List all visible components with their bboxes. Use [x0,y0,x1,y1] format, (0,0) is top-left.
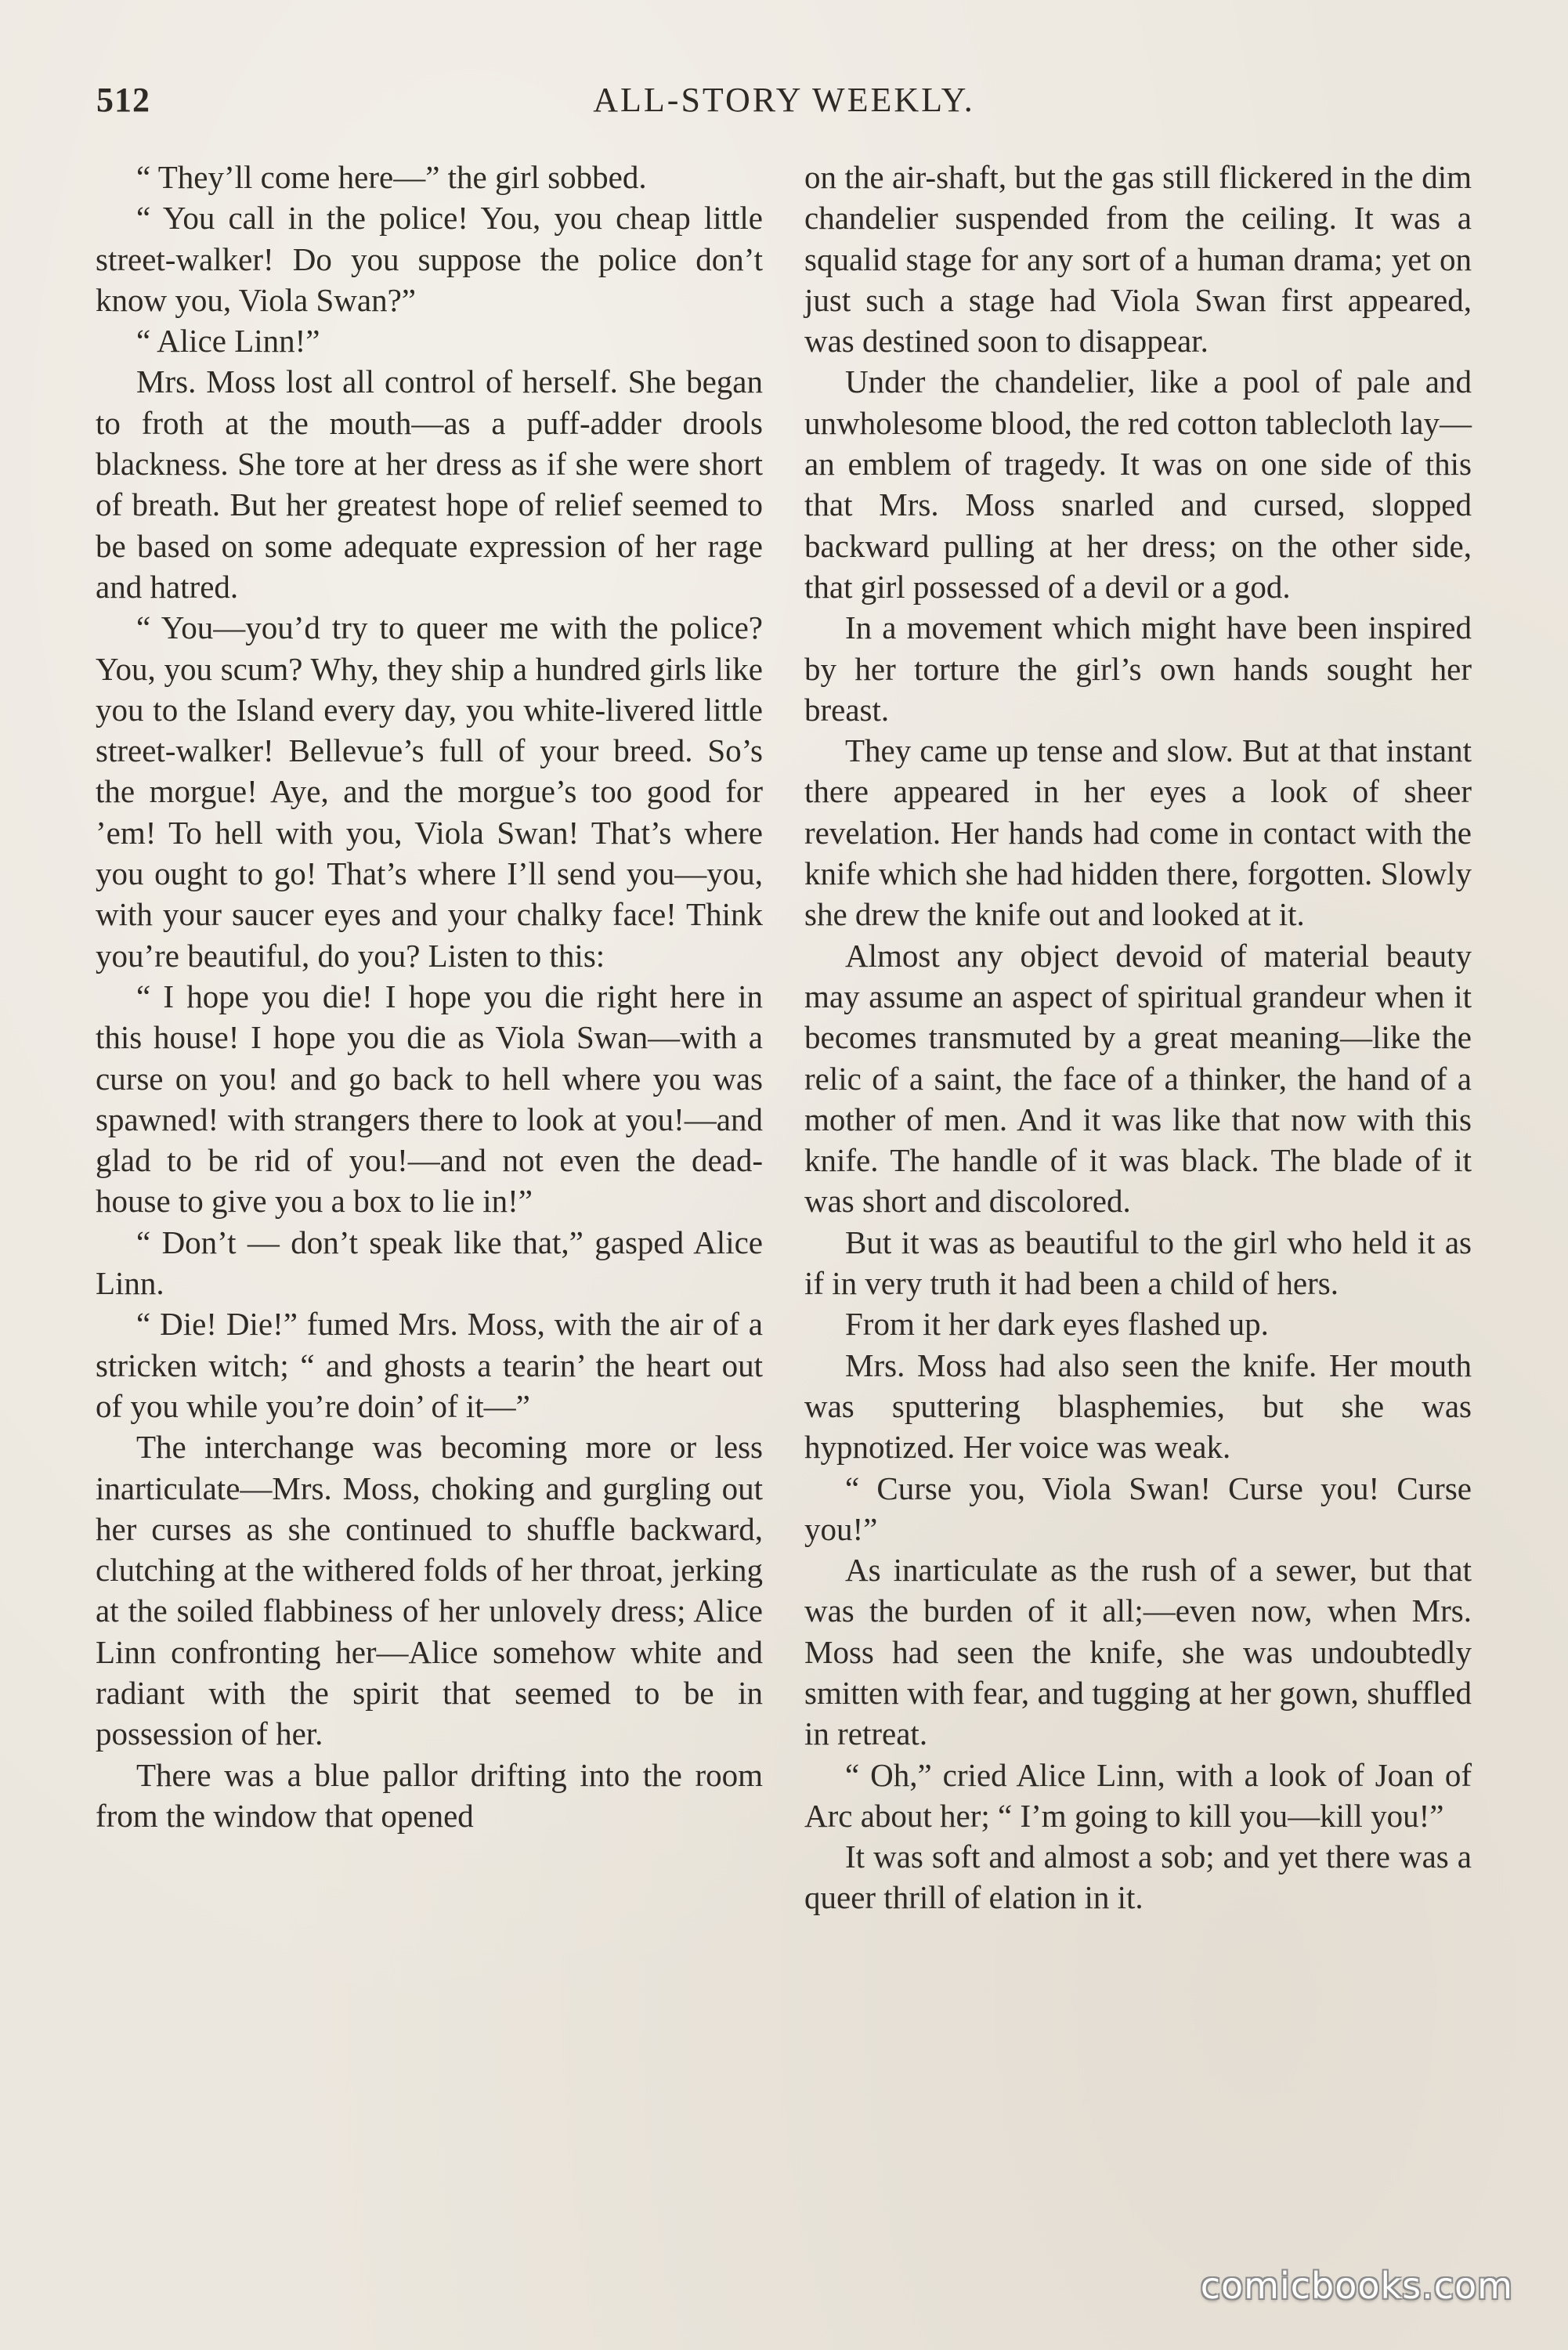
paragraph: In a movement which might have been inspired by her torture the girl’s own hands sought her breast. [804,609,1472,728]
paragraph: Mrs. Moss lost all control of herself. She began to froth at the mouth—as a puff-adder drools blackness. She tore at her dress as if she were short of breath. But her greatest hope of relief seemed to be based on some adequate expression of her rage and hatred. [96,363,763,605]
page-number: 512 [96,81,150,119]
paragraph: Mrs. Moss had also seen the knife. Her mouth was sputtering blasphemies, but she was hypnotized. Her voice was weak. [804,1347,1472,1466]
paragraph: “ Die! Die!” fumed Mrs. Moss, with the air of a stricken witch; “ and ghosts a tearin’ the heart out of you while you’re doin’ of it—” [96,1306,763,1424]
paragraph: The interchange was becoming more or less inarticulate—Mrs. Moss, choking and gurgling out her curses as she continued to shuffle backward, clutching at the withered folds of her throat, jerking at the soiled flabbiness of her unlovely dress; Alice Linn confronting her—Alice somehow white and radiant with the spirit that seemed to be in possession of her. [96,1429,763,1752]
paragraph: “ Don’t — don’t speak like that,” gasped Alice Linn. [96,1224,763,1302]
paragraph: There was a blue pallor drifting into the room from the window that opened [96,1756,763,1834]
paragraph: “ You—you’d try to queer me with the police? You, you scum? Why, they ship a hundred girls like you to the Island every day, you white-livered little street-walker! Bellevue’s full of your breed. So’s the morgue! Aye, and the morgue’s too good for ’em! To hell with you, Viola Swan! That’s where you ought to go! That’s where I’ll send you—you, with your saucer eyes and your chalky face! Think you’re beautiful, do you? Listen to this: [96,609,763,974]
paragraph: From it her dark eyes flashed up. [845,1306,1269,1343]
running-head: ALL-STORY WEEKLY. [593,81,975,119]
left-column [96,157,763,1836]
paragraph: “ You call in the police! You, you cheap little street-walker! Do you suppose the police don’t know you, Viola Swan?” [96,200,763,318]
paragraph-continued: on the air-shaft, but the gas still flickered in the dim chandelier suspended from the ceiling. It was a squalid stage for any sort of a human drama; yet on just such a stage had Viola Swan first appeared, was destined soon to disappear. [804,159,1472,360]
paragraph: They came up tense and slow. But at that instant there appeared in her eyes a look of sheer revelation. Her hands had come in contact with the knife which she had hidden there, forgotten. Slowly she drew the knife out and looked at it. [804,732,1472,933]
paragraph: Under the chandelier, like a pool of pale and unwholesome blood, the red cotton tablecloth lay—an emblem of tragedy. It was on one side of this that Mrs. Moss snarled and cursed, slopped backward pulling at her dress; on the other side, that girl possessed of a devil or a god. [804,363,1472,605]
right-column [804,157,1472,1918]
paragraph: “ Alice Linn!” [136,323,320,360]
paragraph: But it was as beautiful to the girl who held it as if in very truth it had been a child of hers. [804,1224,1472,1302]
paragraph: “ They’ll come here—” the girl sobbed. [136,159,647,195]
paragraph: As inarticulate as the rush of a sewer, but that was the burden of it all;—even now, when Mrs. Moss had seen the knife, she was undoubtedly smitten with fear, and tugging at her gown, shuffled in retreat. [804,1552,1472,1752]
paragraph: “ Oh,” cried Alice Linn, with a look of Joan of Arc about her; “ I’m going to kill you—kill you!” [804,1756,1472,1834]
paragraph: It was soft and almost a sob; and yet there was a queer thrill of elation in it. [804,1838,1472,1916]
paragraph: Almost any object devoid of material beauty may assume an aspect of spiritual grandeur when it becomes transmuted by a great meaning—like the relic of a saint, the face of a thinker, the hand of a mother of men. And it was like that now with this knife. The handle of it was black. The blade of it was short and discolored. [804,937,1472,1220]
watermark-logo: comicbooks.com [1200,2265,1513,2307]
paragraph: “ I hope you die! I hope you die right here in this house! I hope you die as Viola Swan—with a curse on you! and go back to hell where you was spawned! with strangers there to look at you!—and glad to be rid of you!—and not even the dead-house to give you a box to lie in!” [96,978,763,1220]
paragraph: “ Curse you, Viola Swan! Curse you! Curse you!” [804,1470,1472,1547]
